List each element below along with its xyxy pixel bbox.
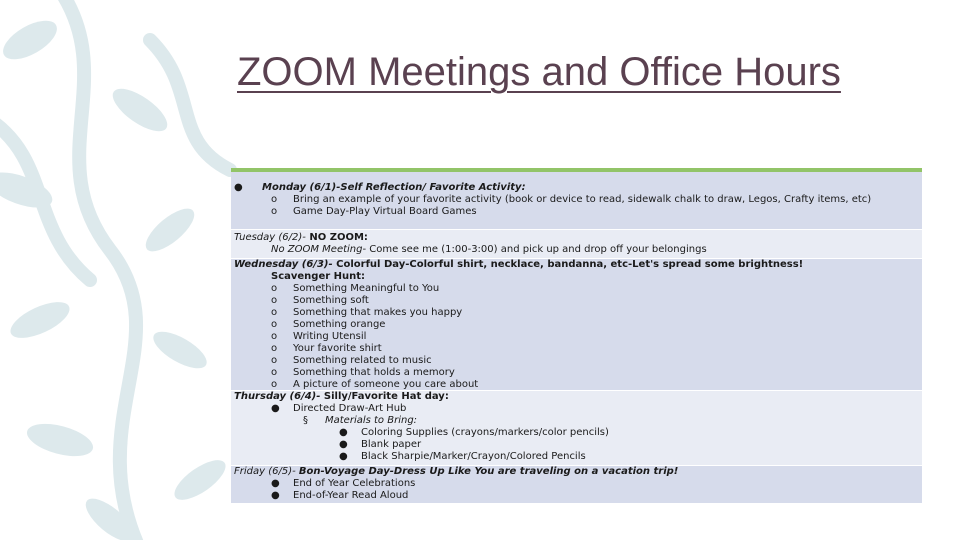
circle-marker: o (271, 307, 278, 318)
circle-marker: o (271, 295, 278, 306)
scavenger-hunt-item: Something that holds a memory (293, 367, 455, 378)
friday-row (231, 466, 922, 504)
tuesday-heading: Tuesday (6/2)- NO ZOOM: (234, 232, 368, 243)
monday-row (231, 172, 922, 230)
tuesday-row (231, 230, 922, 259)
materials-item: Coloring Supplies (crayons/markers/color pencils) (361, 427, 609, 438)
scavenger-hunt-item: Writing Utensil (293, 331, 367, 342)
bullet-disc-marker: ● (271, 478, 280, 489)
circle-marker: o (271, 343, 278, 354)
monday-item: Bring an example of your favorite activity (book or device to read, sidewalk chalk to draw, Legos, Crafty items, etc) (293, 194, 872, 205)
thursday-item: Directed Draw-Art Hub (293, 403, 407, 414)
circle-marker: o (271, 379, 278, 390)
friday-item: End-of-Year Read Aloud (293, 490, 409, 501)
monday-item: Game Day-Play Virtual Board Games (293, 206, 477, 217)
scavenger-hunt-item: Something that makes you happy (293, 307, 463, 318)
scavenger-hunt-item: Something Meaningful to You (293, 283, 440, 294)
square-marker: § (303, 415, 308, 426)
scavenger-hunt-item: Something orange (293, 319, 386, 330)
monday-heading: Monday (6/1)-Self Reflection/ Favorite Activity: (262, 182, 526, 193)
bullet-disc-marker: ● (271, 403, 280, 414)
friday-item: End of Year Celebrations (293, 478, 416, 489)
circle-marker: o (271, 206, 278, 217)
wednesday-row (231, 259, 922, 391)
bullet-disc-marker: ● (339, 427, 348, 438)
materials-heading: Materials to Bring: (325, 415, 418, 426)
scavenger-hunt-heading: Scavenger Hunt: (271, 271, 366, 282)
circle-marker: o (271, 194, 278, 205)
scavenger-hunt-item: Your favorite shirt (293, 343, 382, 354)
circle-marker: o (271, 319, 278, 330)
page-title: ZOOM Meetings and Office Hours (237, 50, 841, 94)
thursday-heading: Thursday (6/4)- Silly/Favorite Hat day: (234, 391, 449, 402)
scavenger-hunt-item: Something related to music (293, 355, 432, 366)
friday-heading: Friday (6/5)- Bon-Voyage Day-Dress Up Like You are traveling on a vacation trip! (234, 466, 679, 477)
schedule-table (231, 168, 922, 504)
materials-item: Black Sharpie/Marker/Crayon/Colored Pencils (361, 451, 586, 462)
bullet-disc-marker: ● (339, 451, 348, 462)
materials-item: Blank paper (361, 439, 422, 450)
circle-marker: o (271, 355, 278, 366)
circle-marker: o (271, 283, 278, 294)
scavenger-hunt-item: Something soft (293, 295, 369, 306)
leaf-vine-decoration (0, 0, 260, 540)
tuesday-note: No ZOOM Meeting- Come see me (1:00-3:00) and pick up and drop off your belongings (271, 244, 707, 255)
wednesday-heading: Wednesday (6/3)- Colorful Day-Colorful shirt, necklace, bandanna, etc-Let's spread some brightness! (234, 259, 804, 270)
thursday-row (231, 391, 922, 466)
circle-marker: o (271, 331, 278, 342)
scavenger-hunt-item: A picture of someone you care about (293, 379, 479, 390)
bullet-disc-marker: ● (271, 490, 280, 501)
bullet-disc-marker: ● (234, 182, 243, 193)
bullet-disc-marker: ● (339, 439, 348, 450)
circle-marker: o (271, 367, 278, 378)
